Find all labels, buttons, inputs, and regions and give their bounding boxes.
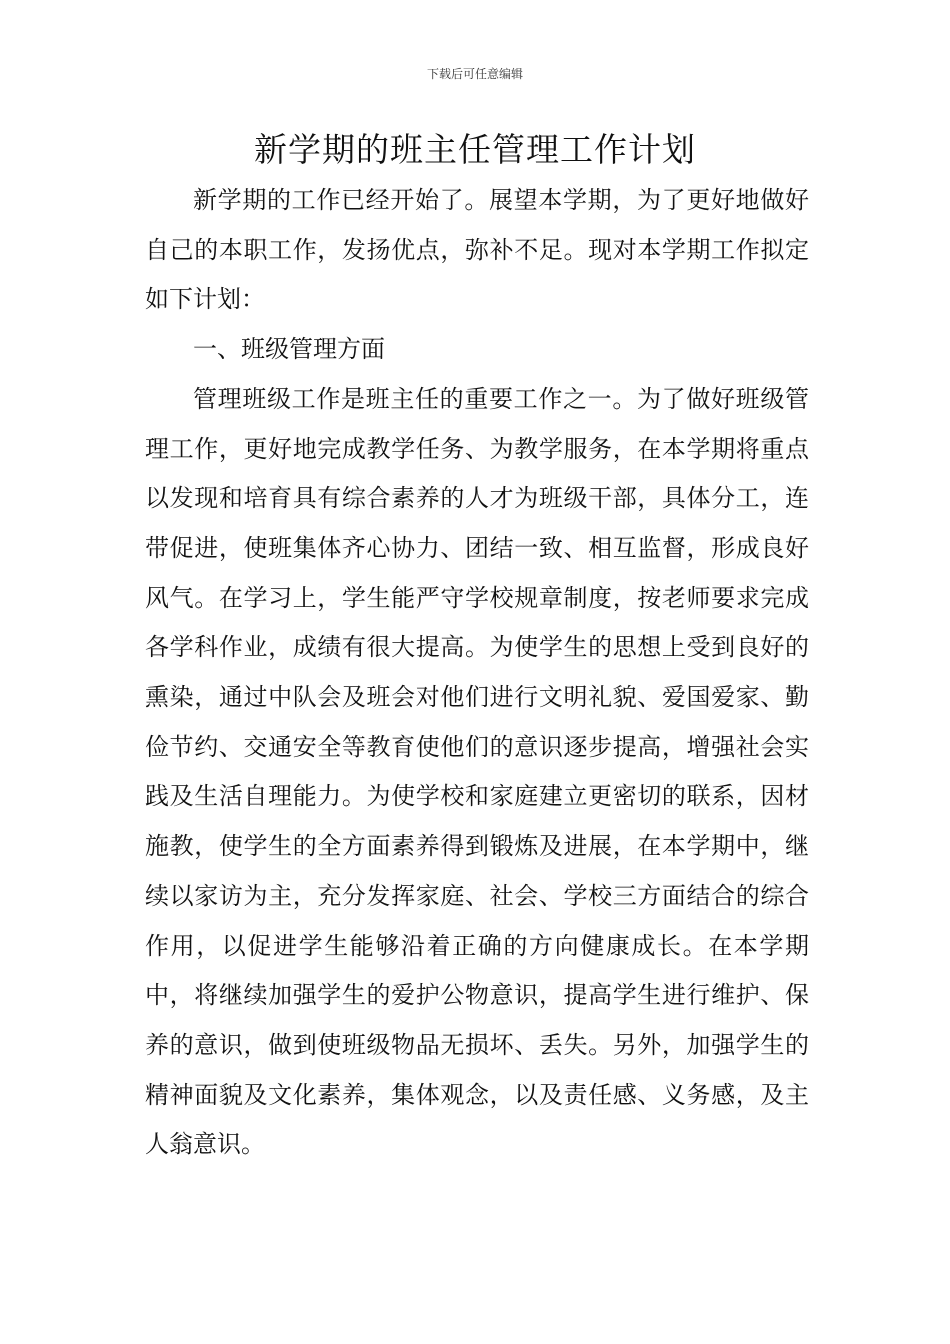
document-title: 新学期的班主任管理工作计划: [254, 130, 696, 169]
header-note: 下载后可任意编辑: [426, 67, 523, 81]
paragraph-class-management: 管理班级工作是班主任的重要工作之一。为了做好班级管理工作，更好地完成教学任务、为教学服务，在本学期将重点以发现和培育具有综合素养的人才为班级干部，具体分工，连带促进，使班集体齐心协力、团结一致、相互监督，形成良好风气。在学习上，学生能严守学校规章制度，按老师要求完成各学科作业，成绩有很大提高。为使学生的思想上受到良好的熏染，通过中队会及班会对他们进行文明礼貌、爱国爱家、勤俭节约、交通安全等教育使他们的意识逐步提高，增强社会实践及生活自理能力。为使学校和家庭建立更密切的联系，因材施教，使学生的全方面素养得到锻炼及进展，在本学期中，继续以家访为主，充分发挥家庭、社会、学校三方面结合的综合作用，以促进学生能够沿着正确的方向健康成长。在本学期中，将继续加强学生的爱护公物意识，提高学生进行维护、保养的意识，做到使班级物品无损坏、丢失。另外，加强学生的精神面貌及文化素养，集体观念，以及责任感、义务感，及主人翁意识。: [145, 384, 809, 1159]
section-heading: 一、班级管理方面: [193, 335, 385, 364]
document-body: [145, 176, 809, 1170]
paragraph-intro: 新学期的工作已经开始了。展望本学期，为了更好地做好自己的本职工作，发扬优点，弥补不足。现对本学期工作拟定如下计划：: [145, 186, 809, 314]
